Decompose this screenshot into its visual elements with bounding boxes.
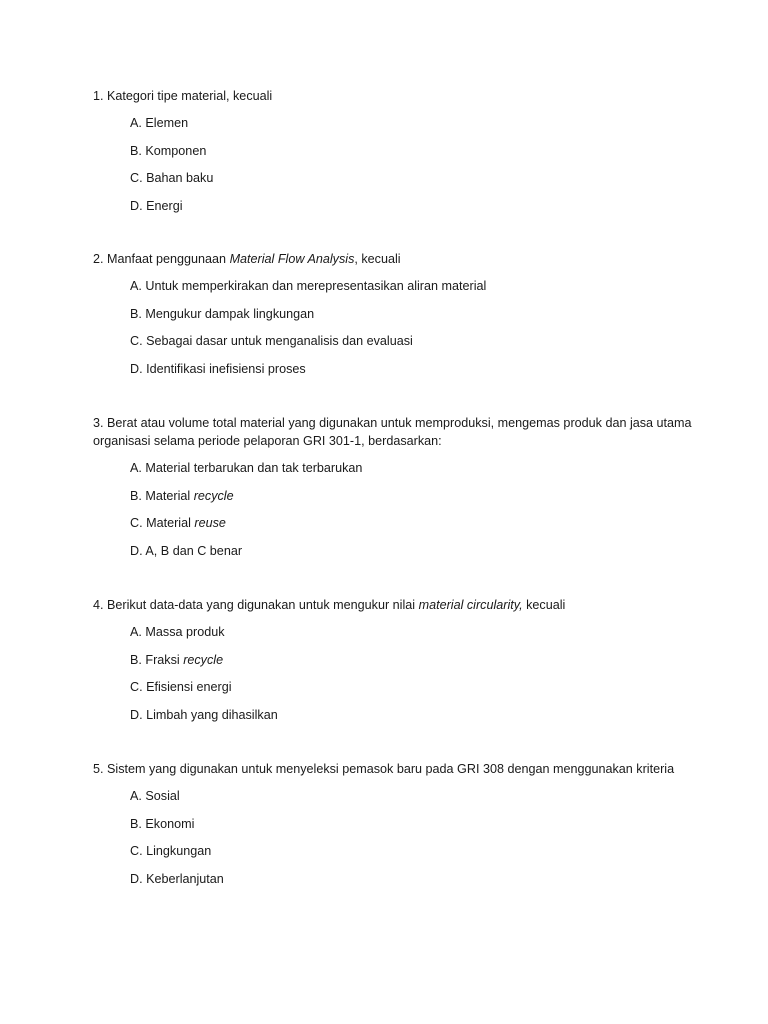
question-number: 4.: [93, 598, 104, 612]
option-c: C. Material reuse: [130, 516, 226, 530]
question-number: 5.: [93, 762, 104, 776]
question-text-italic: material circularity,: [418, 598, 523, 612]
option-a: A. Massa produk: [130, 625, 225, 639]
option-d: D. Energi: [130, 198, 183, 213]
question-5: [93, 760, 693, 897]
option-b: B. Material recycle: [130, 488, 234, 503]
question-text-part: Berikut data-data yang digunakan untuk mengukur nilai: [107, 598, 419, 612]
question-text-part: kecuali: [522, 598, 566, 612]
question-text: [93, 414, 693, 450]
option-a: A. Sosial: [130, 789, 180, 803]
option-a: A. Material terbarukan dan tak terbarukan: [130, 461, 363, 475]
option-c: C. Lingkungan: [130, 844, 212, 858]
question-text-part: Manfaat penggunaan: [107, 252, 230, 266]
question-text-part: Sistem yang digunakan untuk menyeleksi pemasok baru pada GRI 308 dengan menggunakan kriteria: [107, 762, 675, 776]
options-list: [130, 459, 693, 560]
option-b: B. Komponen: [130, 143, 207, 158]
option-c: C. Bahan baku: [130, 171, 214, 185]
question-4: [93, 596, 693, 733]
question-number: 2.: [93, 252, 104, 266]
question-number: 1.: [93, 89, 104, 103]
question-number: 3.: [93, 416, 104, 430]
question-1: [93, 87, 693, 224]
question-text-italic: Material Flow Analysis: [229, 252, 355, 266]
option-d: D. A, B dan C benar: [130, 543, 243, 558]
question-text-part: , kecuali: [354, 252, 401, 266]
question-text: [93, 596, 693, 614]
options-list: [130, 277, 693, 378]
options-list: [130, 787, 693, 888]
option-b: B. Fraksi recycle: [130, 652, 224, 667]
option-c: C. Efisiensi energi: [130, 680, 232, 694]
question-text: [93, 250, 693, 268]
question-2: [93, 250, 693, 387]
question-text-part: Berat atau volume total material yang digunakan untuk memproduksi, mengemas produk dan jasa utama organisasi selama periode pelaporan GRI 301-1, berdasarkan:: [93, 416, 692, 448]
option-b: B. Ekonomi: [130, 816, 195, 831]
option-c: C. Sebagai dasar untuk menganalisis dan evaluasi: [130, 334, 413, 348]
option-d: D. Identifikasi inefisiensi proses: [130, 361, 306, 376]
option-d: D. Limbah yang dihasilkan: [130, 707, 278, 722]
option-a: A. Untuk memperkirakan dan merepresentasikan aliran material: [130, 279, 487, 293]
option-a: A. Elemen: [130, 116, 189, 130]
question-text: [93, 760, 693, 778]
question-text-part: Kategori tipe material, kecuali: [107, 89, 273, 103]
options-list: [130, 114, 693, 215]
options-list: [130, 623, 693, 724]
option-d: D. Keberlanjutan: [130, 871, 224, 886]
question-3: [93, 414, 693, 569]
option-b: B. Mengukur dampak lingkungan: [130, 306, 315, 321]
question-text: [93, 87, 693, 105]
